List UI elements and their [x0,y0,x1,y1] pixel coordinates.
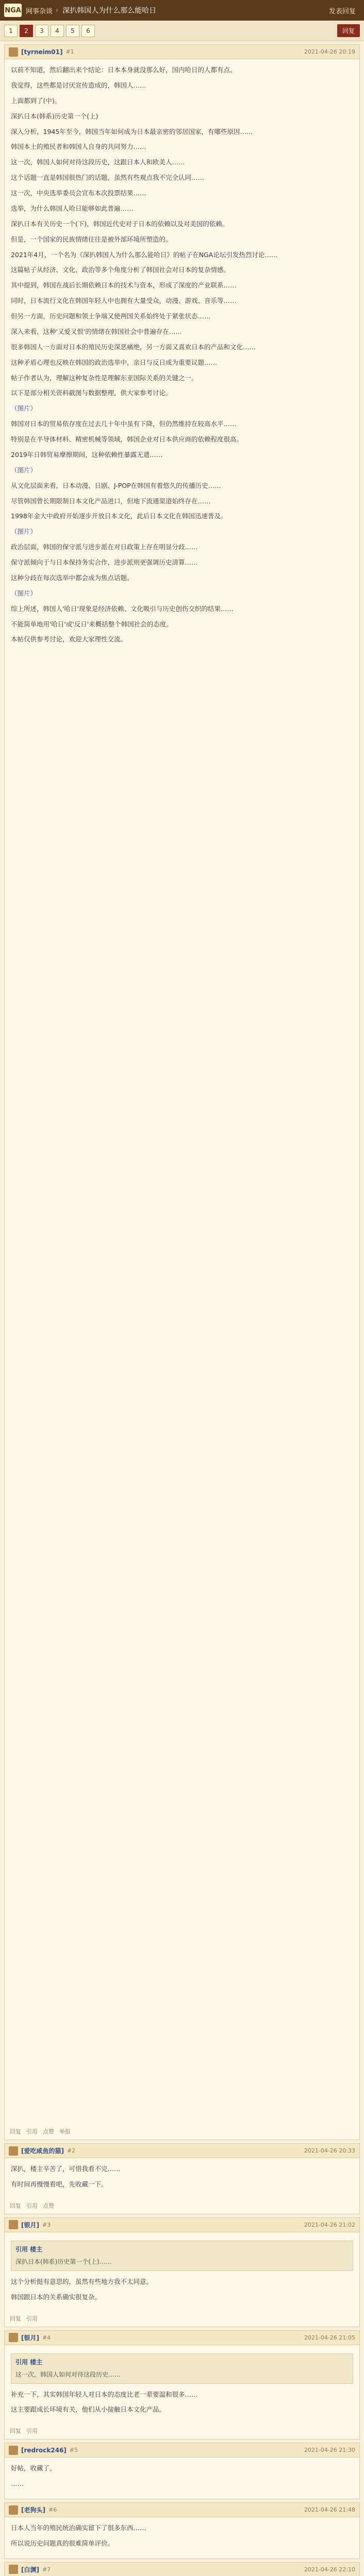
post-paragraph: …… [11,2480,24,2488]
post-paragraph: 很多韩国人一方面对日本的殖民历史深恶痛绝，另一方面又喜欢日本的产品和文化…… [11,343,256,351]
page-1[interactable]: 1 [4,25,18,37]
post-actions [5,2425,359,2439]
avatar[interactable] [9,47,18,57]
avatar[interactable] [9,2565,18,2574]
image-link[interactable]: （图片） [11,404,37,413]
reply-action[interactable]: 回复 [10,2315,21,2322]
post-paragraph: 这种矛盾心理也反映在韩国的政治选举中，亲日与反日成为重要议题…… [11,358,218,366]
post-paragraph: 不能简单地用'哈日'或'反日'来概括整个韩国社会的态度。 [11,620,173,628]
username[interactable]: [redrock246] [21,2446,67,2454]
post-paragraph: 这主要跟成长环境有关，他们从小接触日本文化产品。 [11,2405,166,2414]
avatar[interactable] [9,2146,18,2156]
post-paragraph: 深扒日本(韩系)历史第一个(上) [11,112,98,120]
post-paragraph: 帖子作者认为，理解这种复杂性是理解东亚国际关系的关键之一。 [11,374,198,382]
thread-title: 深扒韩国人为什么那么能哈日 [62,7,157,15]
post-paragraph: 特别是在半导体材料、精密机械等领域，韩国企业对日本供应商的依赖程度很高。 [11,435,243,443]
post-header [5,45,359,59]
quote-action[interactable]: 引用 [26,2315,38,2322]
image-link[interactable]: （图片） [11,466,37,474]
post-paragraph: 补充一下，其实韩国年轻人对日本的态度比老一辈要温和很多…… [11,2390,198,2398]
image-link[interactable]: （图片） [11,528,37,536]
post-body [5,59,359,2125]
post-paragraph: 韩国跟日本的关系确实很复杂。 [11,2293,102,2301]
post-paragraph: 所以说历史问题真的很难简单评价。 [11,2539,114,2547]
post-paragraph: 这篇帖子从经济、文化、政治等多个角度分析了韩国社会对日本的复杂情感。 [11,266,230,274]
post-header [5,2503,359,2517]
post-paragraph: 1998年金大中政府开始逐步开放日本文化，此后日本文化在韩国迅速普及。 [11,512,227,520]
page-2[interactable]: 2 [20,25,33,37]
post-paragraph: 尽管韩国曾长期限制日本文化产品进口，但地下流通渠道始终存在…… [11,497,211,505]
floor-number: #3 [42,2221,51,2228]
post-header [5,2443,359,2458]
post-header [5,2218,359,2232]
post-paragraph: 我觉得，这些都是讨厌宣传造成的，韩国人…… [11,81,146,89]
breadcrumb-separator: › [56,6,59,14]
post-time: 2021-04-26 20:33 [304,2147,355,2154]
username[interactable]: [银月] [21,2334,39,2342]
quote-block [11,2241,353,2271]
post-time: 2021-04-26 22:10 [304,2566,355,2573]
post-paragraph: 深入分析，1945年至今，韩国当年如何成为日本最亲密的邻居国家，有哪些原因…… [11,127,253,135]
post-paragraph: 深扒日本有关历史一个(下)，韩国近代史对于日本的依赖以及对美国的依赖。 [11,219,229,228]
post-1 [4,44,360,2140]
quote-text: 这一次，韩国人如何对待这段历史…… [15,2370,121,2378]
quote-header[interactable]: 引用 楼主 [15,2358,43,2366]
post-header [5,2331,359,2345]
post-time: 2021-04-26 20:19 [304,48,355,55]
post-paragraph: 政治层面，韩国的保守派与进步派在对日政策上存在明显分歧…… [11,543,198,551]
avatar[interactable] [9,2505,18,2515]
floor-number: #4 [42,2334,51,2341]
post-actions [5,2199,359,2214]
post-paragraph: 以前不知道，然后翻出来个结论：日本本身就没那么好，国内哈日的人都有点。 [11,66,237,74]
post-paragraph: 但是，一个国家的民族情绪往往是被外部环境所塑造的。 [11,235,172,243]
post-4 [4,2330,360,2440]
post-paragraph: 2021年4月，一个名为《深扒韩国人为什么那么能哈日》的帖子在NGA论坛引发热烈讨论…… [11,250,278,259]
post-time: 2021-04-26 21:05 [304,2334,355,2341]
post-paragraph: 同时，日本流行文化在韩国年轻人中也拥有大量受众，动漫、游戏、音乐等…… [11,297,237,305]
post-5 [4,2443,360,2499]
username[interactable]: [老狗头] [21,2506,45,2514]
avatar[interactable] [9,2333,18,2342]
post-body [5,2232,359,2312]
floor-number: #7 [42,2566,51,2573]
quote-header[interactable]: 引用 楼主 [15,2245,43,2253]
post-header [5,2144,359,2158]
post-paragraph: 这一次，韩国人如何对待这段历史，这跟日本人和欧美人…… [11,158,185,166]
like-action[interactable]: 点赞 [43,2202,54,2209]
post-actions [5,2125,359,2140]
floor-number: #1 [65,48,74,55]
reply-action[interactable]: 回复 [10,2428,21,2435]
post-header [5,2563,359,2576]
report-action[interactable]: 举报 [59,2128,71,2135]
post-body [5,2517,359,2558]
top-bar [0,0,364,21]
post-body [5,2458,359,2499]
post-paragraph: 综上所述，韩国人'哈日'现象是经济依赖、文化吸引与历史创伤交织的结果…… [11,604,234,613]
post-paragraph: 韩国对日本的贸易依存度在过去几十年中虽有下降，但仍然维持在较高水平…… [11,420,237,428]
post-paragraph: 这一次，中央选举委员会宣布本次投票结果…… [11,189,146,197]
post-paragraph: 好帖，收藏了。 [11,2464,56,2472]
page-6[interactable]: 6 [81,25,95,37]
floor-number: #6 [48,2506,57,2513]
quote-action[interactable]: 引用 [26,2128,38,2135]
post-paragraph: 保守派倾向于与日本保持务实合作，进步派则更强调历史清算…… [11,558,198,566]
page-5[interactable]: 5 [66,25,79,37]
pager [0,21,364,41]
post-body [5,2158,359,2199]
post-paragraph: 这个分析挺有意思的，虽然有些地方我不太同意。 [11,2277,153,2285]
breadcrumb-forum[interactable]: 网事杂谈 [26,7,53,15]
post-paragraph: 深入来看，这种'又爱又恨'的情绪在韩国社会中普遍存在…… [11,327,182,335]
post-paragraph: 有时间再慢慢看吧，先收藏一下。 [11,2180,108,2188]
quote-action[interactable]: 引用 [26,2428,38,2435]
post-paragraph: 本帖仅供参考讨论，欢迎大家理性交流。 [11,635,127,643]
reply-action[interactable]: 回复 [10,2128,21,2135]
post-time: 2021-04-26 21:48 [304,2506,355,2513]
post-actions [5,2312,359,2327]
avatar[interactable] [9,2446,18,2455]
username[interactable]: [tyrneim01] [21,48,63,56]
breadcrumb [26,6,58,15]
post-3 [4,2217,360,2327]
username[interactable]: [银月] [21,2221,39,2229]
floor-number: #5 [69,2447,78,2454]
quote-text: 深扒日本(韩系)历史第一个(上)…… [15,2258,112,2265]
post-paragraph: 2019年日韩贸易摩擦期间，这种依赖性暴露无遗…… [11,450,163,459]
site-logo[interactable]: NGA [4,4,22,17]
post-paragraph: 日本人当年的殖民统治确实留下了很多东西…… [11,2524,146,2532]
post-time: 2021-04-26 21:30 [304,2447,355,2454]
reply-button[interactable]: 回复 [337,24,360,37]
username[interactable]: [爱吃咸鱼的猫] [21,2147,64,2155]
page-3[interactable]: 3 [35,25,48,37]
post-time: 2021-04-26 21:02 [304,2221,355,2228]
post-paragraph: 深扒，楼主辛苦了，可惜我看不完…… [11,2165,121,2173]
image-link[interactable]: （图片） [11,589,37,597]
post-paragraph: 上面都到了(中)。 [11,96,61,105]
post-paragraph: 但另一方面，历史问题和领土争端又使两国关系始终处于紧张状态…… [11,312,211,320]
post-paragraph: 这个话题一直是韩国很热门的话题，虽然有些观点我不完全认同…… [11,174,205,182]
username[interactable]: [白渊] [21,2566,39,2573]
post-7 [4,2562,360,2576]
post-body [5,2345,359,2425]
post-paragraph: 从文化层面来看，日本动漫、日剧、J-POP在韩国有着悠久的传播历史…… [11,481,221,489]
quote-action[interactable]: 引用 [26,2202,38,2209]
floor-number: #2 [67,2147,76,2154]
post-6 [4,2502,360,2559]
quote-block [11,2353,353,2384]
post-paragraph: 以下是部分相关资料截图与数据整理，供大家参考讨论。 [11,389,172,397]
post-2 [4,2143,360,2214]
post-reply-button[interactable]: 发表回复 [328,7,356,15]
post-paragraph: 其中提到，韩国在战后长期依赖日本的技术与资本，形成了深度的产业联系…… [11,281,237,290]
post-paragraph: 这种分歧在每次选举中都会成为焦点话题。 [11,573,134,582]
post-paragraph: 韩国本土的殖民者和韩国人自身的共同努力…… [11,143,146,151]
like-action[interactable]: 点赞 [43,2128,54,2135]
post-paragraph: 选举，为什么韩国人哈日能够如此普遍…… [11,204,134,212]
avatar[interactable] [9,2220,18,2229]
reply-action[interactable]: 回复 [10,2202,21,2209]
page-4[interactable]: 4 [51,25,64,37]
